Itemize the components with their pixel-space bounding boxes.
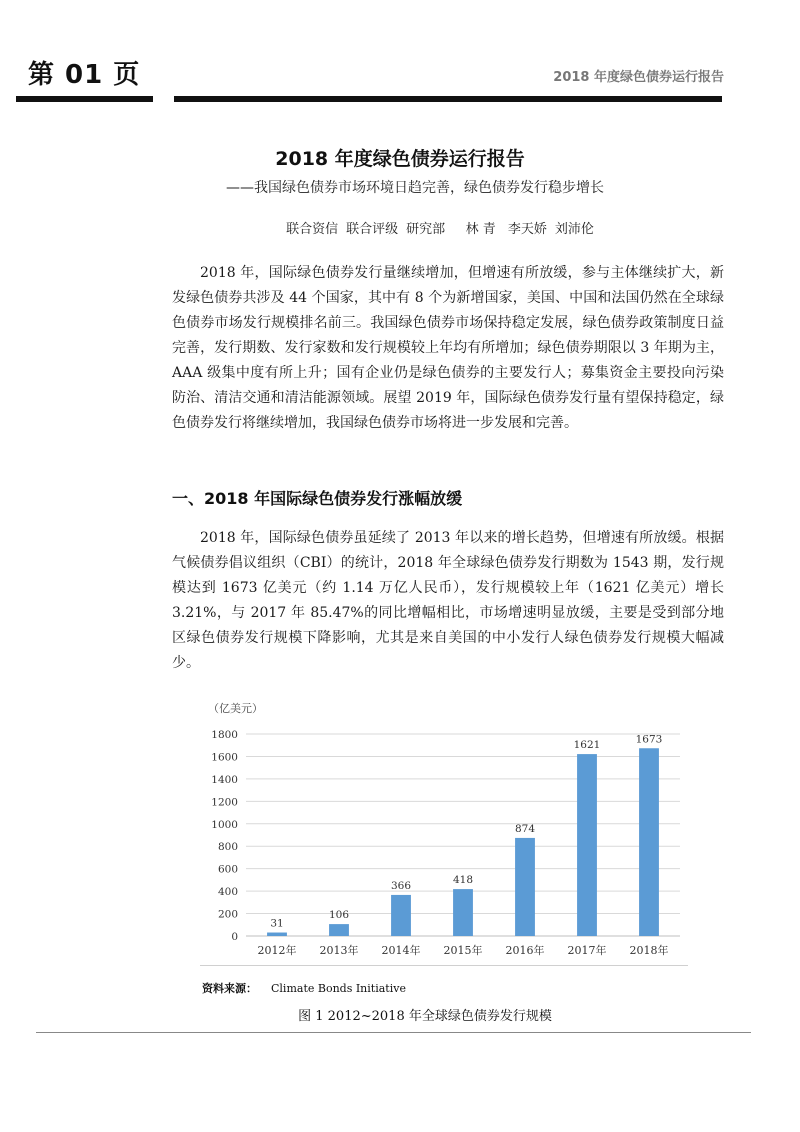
- document-title: 2018 年度绿色债券运行报告: [275, 148, 525, 170]
- x-tick-label: 2015年: [443, 944, 483, 957]
- author-name-1: 林 青: [465, 222, 496, 237]
- y-tick-label: 400: [217, 886, 238, 899]
- author-name-2: 李天娇: [507, 222, 547, 237]
- header-rule-right: [174, 96, 722, 102]
- y-tick-label: 0: [231, 931, 238, 943]
- footer-rule: [36, 1032, 751, 1033]
- bar: [267, 933, 287, 936]
- bar: [577, 754, 597, 936]
- bar: [639, 748, 659, 936]
- data-label: 1621: [573, 739, 601, 752]
- x-tick-label: 2017年: [567, 944, 607, 957]
- y-tick-label: 1000: [211, 818, 238, 831]
- y-tick-label: 1800: [211, 729, 238, 741]
- y-tick-label: 1200: [211, 796, 238, 809]
- x-tick-label: 2018年: [629, 944, 669, 957]
- y-tick-label: 600: [217, 863, 238, 876]
- source-label: 资料来源：: [202, 982, 257, 995]
- x-tick-label: 2016年: [505, 944, 545, 957]
- bar-chart: [190, 698, 690, 970]
- x-tick-label: 2014年: [381, 944, 421, 957]
- bar: [391, 895, 411, 936]
- data-label: 1673: [635, 733, 663, 746]
- header-rule-left: [16, 96, 153, 102]
- source-text: Climate Bonds Initiative: [271, 982, 406, 995]
- author-org-1: 联合资信: [286, 222, 339, 237]
- section-heading: 一、2018 年国际绿色债券发行涨幅放缓: [172, 489, 463, 508]
- page-number: 第 01 页: [28, 60, 141, 90]
- author-line: [0, 218, 800, 237]
- author-org-2: 联合评级: [346, 222, 399, 237]
- chart-source: [202, 980, 406, 996]
- x-tick-label: 2013年: [319, 944, 359, 957]
- data-label: 874: [514, 822, 536, 835]
- bar: [515, 838, 535, 936]
- author-dept: 研究部: [406, 222, 446, 237]
- author-name-3: 刘沛伦: [554, 222, 594, 237]
- section-paragraph: 2018 年，国际绿色债券虽延续了 2013 年以来的增长趋势，但增速有所放缓。根据气候债券倡议组织（CBI）的统计，2018 年全球绿色债券发行期数为 1543 期，发行规模达到 1673 亿美元（约 1.14 万亿人民币），发行规模较上年（1621 亿美元）增长 3.21%，与 2017 年 85.47%的同比增幅相比，市场增速明显放缓，主要是受到部分地区绿色债券发行规模下降影响，尤其是来自美国的中小发行人绿色债券发行规模大幅减少。: [172, 530, 724, 671]
- bar: [453, 889, 473, 936]
- chart-bottom-border: [200, 965, 688, 966]
- data-label: 31: [270, 917, 284, 930]
- y-tick-label: 200: [217, 908, 238, 921]
- data-label: 106: [328, 909, 350, 922]
- document-subtitle: ——我国绿色债券市场环境日趋完善，绿色债券发行稳步增长: [226, 180, 604, 196]
- bar: [329, 924, 349, 936]
- header-report-title: 2018 年度绿色债券运行报告: [553, 70, 724, 85]
- figure-caption: 图 1 2012~2018 年全球绿色债券发行规模: [298, 1009, 552, 1024]
- summary-paragraph: 2018 年，国际绿色债券发行量继续增加，但增速有所放缓，参与主体继续扩大，新发绿色债券共涉及 44 个国家，其中有 8 个为新增国家，美国、中国和法国仍然在全球绿色债券市场发行规模排名前三。我国绿色债券市场保持稳定发展，绿色债券政策制度日益完善，发行期数、发行家数和发行规模较上年均有所增加；绿色债券期限以 3 年期为主，AAA 级集中度有所上升；国有企业仍是绿色债券的主要发行人；募集资金主要投向污染防治、清洁交通和清洁能源领域。展望 2019 年，国际绿色债券发行量有望保持稳定，绿色债券发行将继续增加，我国绿色债券市场将进一步发展和完善。: [172, 265, 724, 431]
- y-tick-label: 800: [217, 841, 238, 854]
- y-tick-label: 1600: [211, 751, 238, 764]
- x-tick-label: 2012年: [257, 944, 297, 957]
- y-tick-label: 1400: [211, 773, 238, 786]
- data-label: 418: [452, 874, 474, 887]
- data-label: 366: [390, 879, 412, 892]
- chart-unit-label: （亿美元）: [208, 702, 263, 715]
